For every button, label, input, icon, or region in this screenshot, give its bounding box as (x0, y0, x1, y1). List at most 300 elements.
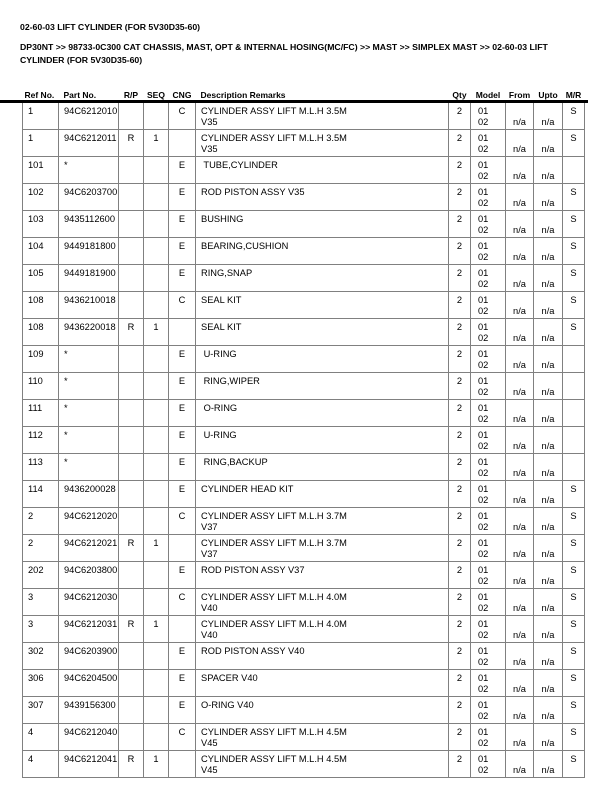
column-header-cng: CNG (172, 90, 192, 100)
cell-part-no: 94C6212041 (59, 751, 119, 778)
cell-upto: n/a (534, 346, 563, 373)
cell-part-no: 94C6212010 (59, 103, 119, 130)
cell-ref-no: 105 (23, 265, 59, 292)
cell-mr: S (563, 319, 585, 346)
cell-rp (119, 211, 144, 238)
cell-seq (144, 373, 169, 400)
cell-upto: n/a (534, 724, 563, 751)
table-row (23, 697, 585, 724)
table-row (23, 670, 585, 697)
cell-qty: 2 (449, 481, 471, 508)
cell-from: n/a (506, 643, 534, 670)
table-row (23, 265, 585, 292)
cell-rp (119, 184, 144, 211)
cell-model: 01 02 (471, 346, 506, 373)
cell-part-no: 94C6212040 (59, 724, 119, 751)
table-row (23, 562, 585, 589)
cell-from: n/a (506, 562, 534, 589)
cell-ref-no: 3 (23, 616, 59, 643)
parts-table (22, 87, 585, 778)
cell-from: n/a (506, 481, 534, 508)
cell-mr: S (563, 211, 585, 238)
column-header-seq: SEQ (147, 90, 165, 100)
table-row (23, 751, 585, 778)
table-row (23, 643, 585, 670)
cell-part-no: * (59, 454, 119, 481)
cell-mr (563, 157, 585, 184)
cell-ref-no: 109 (23, 346, 59, 373)
cell-model: 01 02 (471, 130, 506, 157)
cell-upto: n/a (534, 373, 563, 400)
cell-description: TUBE,CYLINDER (196, 157, 449, 184)
breadcrumb-line-1: DP30NT >> 98733-0C300 CAT CHASSIS, MAST, OPT & INTERNAL HOSING(MC/FC) >> MAST >> SIMPLEX MAST >> 02-60-03 LIFT (20, 42, 548, 52)
cell-qty: 2 (449, 373, 471, 400)
cell-ref-no: 114 (23, 481, 59, 508)
cell-description: SEAL KIT (196, 292, 449, 319)
table-row (23, 211, 585, 238)
cell-from: n/a (506, 454, 534, 481)
cell-part-no: * (59, 157, 119, 184)
cell-rp: R (119, 319, 144, 346)
cell-mr: S (563, 292, 585, 319)
cell-rp (119, 481, 144, 508)
cell-seq (144, 454, 169, 481)
cell-model: 01 02 (471, 373, 506, 400)
cell-ref-no: 108 (23, 319, 59, 346)
cell-upto: n/a (534, 670, 563, 697)
cell-qty: 2 (449, 265, 471, 292)
cell-from: n/a (506, 130, 534, 157)
cell-cng: E (169, 373, 196, 400)
cell-cng: C (169, 292, 196, 319)
cell-rp (119, 346, 144, 373)
cell-qty: 2 (449, 319, 471, 346)
cell-seq (144, 508, 169, 535)
cell-rp (119, 724, 144, 751)
column-header-part: Part No. (63, 90, 97, 100)
cell-upto: n/a (534, 481, 563, 508)
cell-part-no: * (59, 400, 119, 427)
cell-cng: C (169, 103, 196, 130)
cell-upto: n/a (534, 643, 563, 670)
cell-qty: 2 (449, 589, 471, 616)
cell-rp (119, 292, 144, 319)
cell-mr (563, 454, 585, 481)
cell-from: n/a (506, 373, 534, 400)
cell-cng: E (169, 643, 196, 670)
cell-description: BEARING,CUSHION (196, 238, 449, 265)
cell-model: 01 02 (471, 103, 506, 130)
cell-mr: S (563, 724, 585, 751)
cell-cng: C (169, 724, 196, 751)
cell-upto: n/a (534, 751, 563, 778)
cell-from: n/a (506, 535, 534, 562)
cell-rp (119, 589, 144, 616)
cell-model: 01 02 (471, 238, 506, 265)
cell-ref-no: 103 (23, 211, 59, 238)
cell-model: 01 02 (471, 292, 506, 319)
cell-model: 01 02 (471, 481, 506, 508)
cell-description: CYLINDER ASSY LIFT M.L.H 4.0M V40 (196, 589, 449, 616)
cell-qty: 2 (449, 292, 471, 319)
cell-part-no: 9436200028 (59, 481, 119, 508)
cell-upto: n/a (534, 157, 563, 184)
cell-from: n/a (506, 589, 534, 616)
cell-qty: 2 (449, 724, 471, 751)
cell-upto: n/a (534, 265, 563, 292)
cell-seq: 1 (144, 616, 169, 643)
cell-ref-no: 104 (23, 238, 59, 265)
cell-rp (119, 508, 144, 535)
table-row (23, 103, 585, 130)
cell-qty: 2 (449, 400, 471, 427)
column-header-model: Model (475, 90, 501, 100)
cell-part-no: 9449181900 (59, 265, 119, 292)
table-row (23, 346, 585, 373)
cell-model: 01 02 (471, 454, 506, 481)
cell-mr (563, 400, 585, 427)
cell-description: ROD PISTON ASSY V37 (196, 562, 449, 589)
cell-cng: E (169, 211, 196, 238)
table-row (23, 508, 585, 535)
cell-mr: S (563, 751, 585, 778)
cell-description: BUSHING (196, 211, 449, 238)
column-header-rp: R/P (123, 90, 139, 100)
cell-mr: S (563, 643, 585, 670)
cell-from: n/a (506, 211, 534, 238)
cell-cng: E (169, 346, 196, 373)
cell-upto: n/a (534, 292, 563, 319)
cell-description: CYLINDER ASSY LIFT M.L.H 3.5M V35 (196, 130, 449, 157)
cell-qty: 2 (449, 427, 471, 454)
cell-qty: 2 (449, 346, 471, 373)
cell-seq: 1 (144, 751, 169, 778)
cell-seq (144, 346, 169, 373)
cell-upto: n/a (534, 562, 563, 589)
cell-part-no: 94C6203800 (59, 562, 119, 589)
cell-cng: E (169, 481, 196, 508)
cell-qty: 2 (449, 643, 471, 670)
table-row (23, 184, 585, 211)
cell-cng (169, 751, 196, 778)
cell-model: 01 02 (471, 157, 506, 184)
cell-upto: n/a (534, 103, 563, 130)
header-separator-line (0, 100, 588, 103)
cell-model: 01 02 (471, 724, 506, 751)
cell-part-no: 94C6204500 (59, 670, 119, 697)
cell-mr: S (563, 265, 585, 292)
cell-qty: 2 (449, 103, 471, 130)
cell-from: n/a (506, 751, 534, 778)
cell-seq (144, 643, 169, 670)
cell-cng: E (169, 400, 196, 427)
cell-seq (144, 103, 169, 130)
cell-part-no: 9435112600 (59, 211, 119, 238)
cell-qty: 2 (449, 616, 471, 643)
cell-qty: 2 (449, 157, 471, 184)
cell-mr: S (563, 697, 585, 724)
cell-from: n/a (506, 319, 534, 346)
cell-model: 01 02 (471, 211, 506, 238)
cell-from: n/a (506, 184, 534, 211)
cell-rp (119, 238, 144, 265)
cell-description: SPACER V40 (196, 670, 449, 697)
cell-part-no: 94C6203900 (59, 643, 119, 670)
cell-cng: E (169, 562, 196, 589)
column-header-from: From (508, 90, 531, 100)
cell-model: 01 02 (471, 751, 506, 778)
cell-part-no: 94C6203700 (59, 184, 119, 211)
cell-description: RING,SNAP (196, 265, 449, 292)
cell-cng: E (169, 697, 196, 724)
cell-from: n/a (506, 400, 534, 427)
cell-seq (144, 562, 169, 589)
cell-from: n/a (506, 724, 534, 751)
cell-upto: n/a (534, 616, 563, 643)
cell-model: 01 02 (471, 697, 506, 724)
cell-cng: E (169, 157, 196, 184)
cell-seq (144, 157, 169, 184)
cell-rp: R (119, 535, 144, 562)
column-header-mr: M/R (565, 90, 582, 100)
cell-part-no: 9449181800 (59, 238, 119, 265)
cell-seq (144, 724, 169, 751)
cell-description: CYLINDER ASSY LIFT M.L.H 4.5M V45 (196, 724, 449, 751)
cell-qty: 2 (449, 535, 471, 562)
cell-seq (144, 211, 169, 238)
cell-model: 01 02 (471, 319, 506, 346)
cell-from: n/a (506, 238, 534, 265)
cell-from: n/a (506, 103, 534, 130)
cell-upto: n/a (534, 400, 563, 427)
cell-cng: E (169, 427, 196, 454)
cell-seq (144, 292, 169, 319)
parts-table-body (23, 103, 585, 778)
cell-ref-no: 113 (23, 454, 59, 481)
table-row (23, 238, 585, 265)
cell-cng: E (169, 184, 196, 211)
cell-ref-no: 108 (23, 292, 59, 319)
table-row (23, 535, 585, 562)
cell-description: SEAL KIT (196, 319, 449, 346)
cell-description: CYLINDER HEAD KIT (196, 481, 449, 508)
cell-model: 01 02 (471, 427, 506, 454)
cell-seq (144, 670, 169, 697)
cell-upto: n/a (534, 238, 563, 265)
cell-seq (144, 481, 169, 508)
table-row (23, 724, 585, 751)
cell-upto: n/a (534, 184, 563, 211)
cell-ref-no: 102 (23, 184, 59, 211)
cell-cng (169, 535, 196, 562)
column-header-ref: Ref No. (24, 90, 55, 100)
cell-part-no: 94C6212020 (59, 508, 119, 535)
cell-cng: C (169, 589, 196, 616)
cell-description: CYLINDER ASSY LIFT M.L.H 3.7M V37 (196, 508, 449, 535)
cell-from: n/a (506, 697, 534, 724)
cell-description: ROD PISTON ASSY V35 (196, 184, 449, 211)
cell-upto: n/a (534, 319, 563, 346)
cell-seq (144, 265, 169, 292)
cell-mr: S (563, 589, 585, 616)
cell-part-no: 94C6212011 (59, 130, 119, 157)
cell-seq (144, 400, 169, 427)
cell-part-no: 9436220018 (59, 319, 119, 346)
cell-mr: S (563, 562, 585, 589)
cell-qty: 2 (449, 130, 471, 157)
cell-model: 01 02 (471, 589, 506, 616)
cell-mr: S (563, 481, 585, 508)
cell-part-no: 94C6212030 (59, 589, 119, 616)
cell-mr: S (563, 508, 585, 535)
cell-rp: R (119, 130, 144, 157)
cell-model: 01 02 (471, 400, 506, 427)
cell-ref-no: 101 (23, 157, 59, 184)
cell-upto: n/a (534, 454, 563, 481)
breadcrumb-line-2: CYLINDER (FOR 5V30D35-60) (20, 54, 143, 65)
column-header-upto: Upto (538, 90, 558, 100)
cell-rp (119, 454, 144, 481)
cell-part-no: * (59, 346, 119, 373)
cell-ref-no: 111 (23, 400, 59, 427)
cell-cng: E (169, 238, 196, 265)
cell-ref-no: 4 (23, 724, 59, 751)
cell-ref-no: 3 (23, 589, 59, 616)
cell-cng: C (169, 508, 196, 535)
table-row (23, 616, 585, 643)
cell-ref-no: 307 (23, 697, 59, 724)
cell-model: 01 02 (471, 265, 506, 292)
cell-ref-no: 302 (23, 643, 59, 670)
table-row (23, 319, 585, 346)
cell-model: 01 02 (471, 562, 506, 589)
cell-cng (169, 130, 196, 157)
cell-ref-no: 112 (23, 427, 59, 454)
cell-seq (144, 238, 169, 265)
page-title: 02-60-03 LIFT CYLINDER (FOR 5V30D35-60) (20, 22, 201, 32)
cell-description: CYLINDER ASSY LIFT M.L.H 4.0M V40 (196, 616, 449, 643)
cell-part-no: 94C6212021 (59, 535, 119, 562)
cell-qty: 2 (449, 670, 471, 697)
cell-rp (119, 670, 144, 697)
cell-from: n/a (506, 292, 534, 319)
cell-qty: 2 (449, 751, 471, 778)
table-row (23, 373, 585, 400)
cell-upto: n/a (534, 589, 563, 616)
column-header-qty: Qty (452, 90, 467, 100)
cell-ref-no: 1 (23, 103, 59, 130)
cell-qty: 2 (449, 508, 471, 535)
cell-part-no: 9436210018 (59, 292, 119, 319)
table-row (23, 292, 585, 319)
table-row (23, 157, 585, 184)
cell-qty: 2 (449, 562, 471, 589)
table-row (23, 454, 585, 481)
column-header-desc: Description Remarks (200, 90, 286, 100)
cell-rp (119, 427, 144, 454)
cell-part-no: 94C6212031 (59, 616, 119, 643)
cell-from: n/a (506, 616, 534, 643)
cell-qty: 2 (449, 211, 471, 238)
cell-ref-no: 306 (23, 670, 59, 697)
cell-from: n/a (506, 508, 534, 535)
cell-model: 01 02 (471, 184, 506, 211)
cell-seq (144, 697, 169, 724)
cell-rp (119, 103, 144, 130)
cell-mr: S (563, 670, 585, 697)
cell-part-no: * (59, 427, 119, 454)
cell-mr: S (563, 535, 585, 562)
cell-cng: E (169, 670, 196, 697)
cell-mr (563, 427, 585, 454)
cell-ref-no: 2 (23, 535, 59, 562)
cell-upto: n/a (534, 535, 563, 562)
cell-description: U-RING (196, 427, 449, 454)
cell-part-no: 9439156300 (59, 697, 119, 724)
cell-cng (169, 616, 196, 643)
cell-rp (119, 562, 144, 589)
cell-mr: S (563, 103, 585, 130)
cell-from: n/a (506, 670, 534, 697)
cell-mr: S (563, 238, 585, 265)
cell-description: RING,BACKUP (196, 454, 449, 481)
cell-qty: 2 (449, 454, 471, 481)
cell-description: O-RING V40 (196, 697, 449, 724)
cell-rp: R (119, 616, 144, 643)
cell-from: n/a (506, 346, 534, 373)
cell-model: 01 02 (471, 670, 506, 697)
cell-model: 01 02 (471, 616, 506, 643)
cell-cng (169, 319, 196, 346)
table-row (23, 481, 585, 508)
cell-description: ROD PISTON ASSY V40 (196, 643, 449, 670)
cell-seq (144, 184, 169, 211)
table-row (23, 427, 585, 454)
cell-mr (563, 373, 585, 400)
cell-description: U-RING (196, 346, 449, 373)
cell-seq: 1 (144, 319, 169, 346)
cell-mr: S (563, 130, 585, 157)
cell-ref-no: 4 (23, 751, 59, 778)
cell-description: O-RING (196, 400, 449, 427)
cell-from: n/a (506, 265, 534, 292)
cell-model: 01 02 (471, 508, 506, 535)
cell-ref-no: 2 (23, 508, 59, 535)
cell-rp (119, 697, 144, 724)
cell-upto: n/a (534, 211, 563, 238)
cell-model: 01 02 (471, 535, 506, 562)
cell-rp (119, 265, 144, 292)
cell-description: CYLINDER ASSY LIFT M.L.H 3.5M V35 (196, 103, 449, 130)
table-row (23, 400, 585, 427)
cell-mr (563, 346, 585, 373)
cell-rp (119, 400, 144, 427)
cell-seq: 1 (144, 535, 169, 562)
cell-qty: 2 (449, 184, 471, 211)
cell-cng: E (169, 265, 196, 292)
cell-ref-no: 1 (23, 130, 59, 157)
cell-rp (119, 373, 144, 400)
cell-description: RING,WIPER (196, 373, 449, 400)
cell-mr: S (563, 184, 585, 211)
cell-upto: n/a (534, 508, 563, 535)
breadcrumb (20, 41, 548, 66)
cell-rp: R (119, 751, 144, 778)
cell-ref-no: 202 (23, 562, 59, 589)
cell-cng: E (169, 454, 196, 481)
cell-rp (119, 157, 144, 184)
table-row (23, 589, 585, 616)
